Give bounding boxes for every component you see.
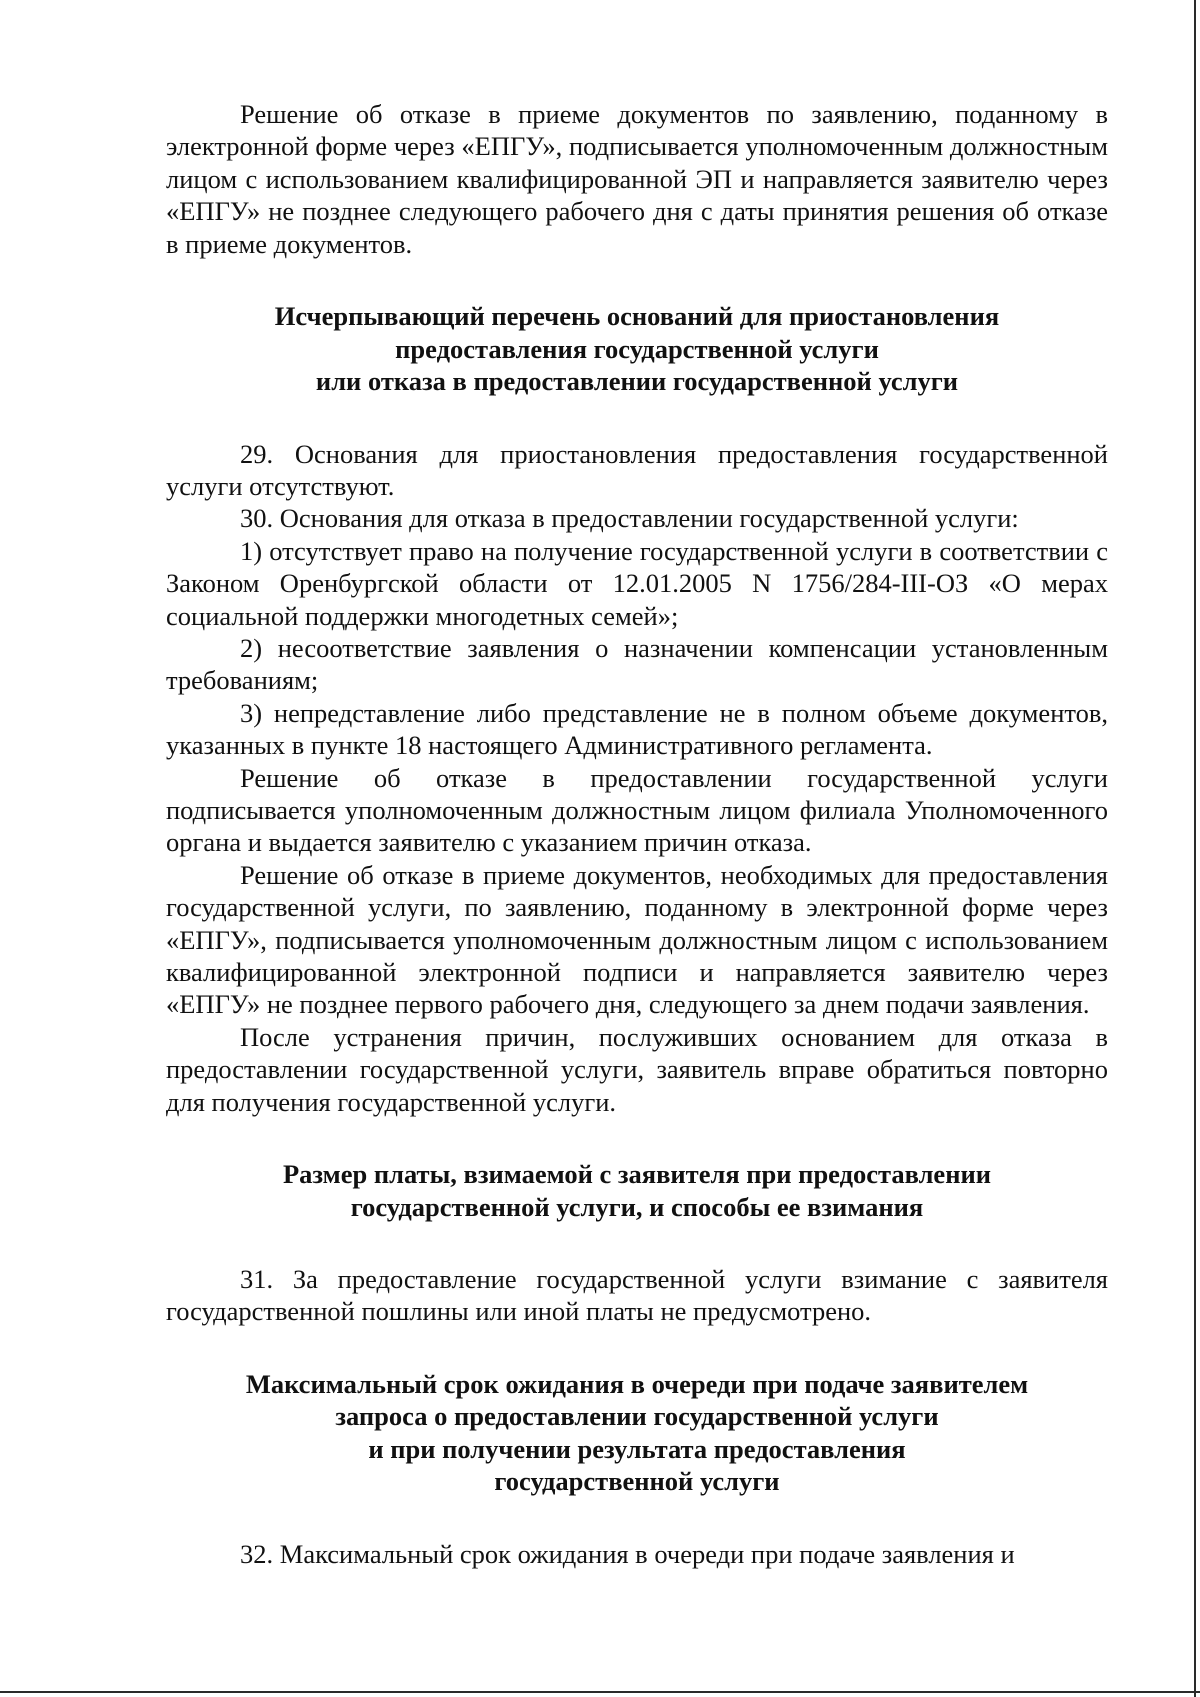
list-item-1: 1) отсутствует право на получение государственной услуги в соответствии с Законом Оренбургской области от 12.01.2005 N 1756/284-III-ОЗ «О мерах социальной поддержки многодетных семей»; bbox=[166, 535, 1108, 631]
paragraph-29: 29. Основания для приостановления предоставления государственной услуги отсутствуют. bbox=[166, 438, 1108, 501]
scan-edge-bottom bbox=[0, 1691, 1200, 1693]
spacer bbox=[166, 260, 1108, 300]
list-item-3: 3) непредставление либо представление не в полном объеме документов, указанных в пункте 18 настоящего Административного регламента. bbox=[166, 697, 1108, 761]
heading-queue-time bbox=[166, 1368, 1108, 1498]
spacer bbox=[166, 398, 1108, 438]
heading-line: Максимальный срок ожидания в очереди при подаче заявителем bbox=[245, 1368, 1029, 1399]
heading-line: Размер платы, взимаемой с заявителя при предоставлении bbox=[282, 1159, 992, 1190]
heading-fee bbox=[166, 1158, 1108, 1223]
spacer bbox=[166, 1118, 1108, 1158]
heading-line: Исчерпывающий перечень оснований для приостановления bbox=[274, 301, 1000, 332]
heading-line: или отказа в предоставлении государственной услуги bbox=[315, 366, 959, 397]
paragraph-30: 30. Основания для отказа в предоставлении государственной услуги: bbox=[240, 503, 1019, 534]
paragraph-refusal-decision: Решение об отказе в предоставлении государственной услуги подписывается уполномоченным должностным лицом филиала Уполномоченного органа и выдается заявителю с указанием причин отказа. bbox=[166, 762, 1108, 858]
paragraph-intro: Решение об отказе в приеме документов по заявлению, поданному в электронной форме через «ЕПГУ», подписывается уполномоченным должностным лицом с использованием квалифицированной ЭП и направляется заявителю через «ЕПГУ» не позднее следующего рабочего дня с даты принятия решения об отказе в приеме документов. bbox=[166, 99, 1108, 259]
paragraph-31: 31. За предоставление государственной услуги взимание с заявителя государственной пошлины или иной платы не предусмотрено. bbox=[166, 1264, 1108, 1327]
heading-line: государственной услуги, и способы ее взимания bbox=[350, 1191, 924, 1222]
list-item-2: 2) несоответствие заявления о назначении компенсации установленным требованиям; bbox=[166, 632, 1108, 696]
paragraph-refusal-documents: Решение об отказе в приеме документов, необходимых для предоставления государственной услуги, по заявлению, поданному в электронной форме через «ЕПГУ», подписывается уполномоченным должностным лицом с использованием квалифицированной электронной подписи и направляется заявителю через «ЕПГУ» не позднее первого рабочего дня, следующего за днем подачи заявления. bbox=[166, 859, 1108, 1020]
spacer bbox=[166, 1328, 1108, 1368]
heading-suspension-grounds bbox=[166, 300, 1108, 398]
heading-line: запроса о предоставлении государственной услуги bbox=[335, 1401, 939, 1432]
scan-edge-right bbox=[1194, 0, 1196, 1697]
spacer bbox=[166, 1223, 1108, 1263]
document-body bbox=[166, 98, 1108, 1570]
heading-line: государственной услуги bbox=[494, 1466, 780, 1497]
heading-line: предоставления государственной услуги bbox=[395, 333, 879, 364]
paragraph-32: 32. Максимальный срок ожидания в очереди при подаче заявления и bbox=[240, 1538, 1015, 1569]
spacer bbox=[166, 1498, 1108, 1538]
heading-line: и при получении результата предоставления bbox=[368, 1433, 906, 1464]
paragraph-reapply: После устранения причин, послуживших основанием для отказа в предоставлении государственной услуги, заявитель вправе обратиться повторно для получения государственной услуги. bbox=[166, 1021, 1108, 1117]
